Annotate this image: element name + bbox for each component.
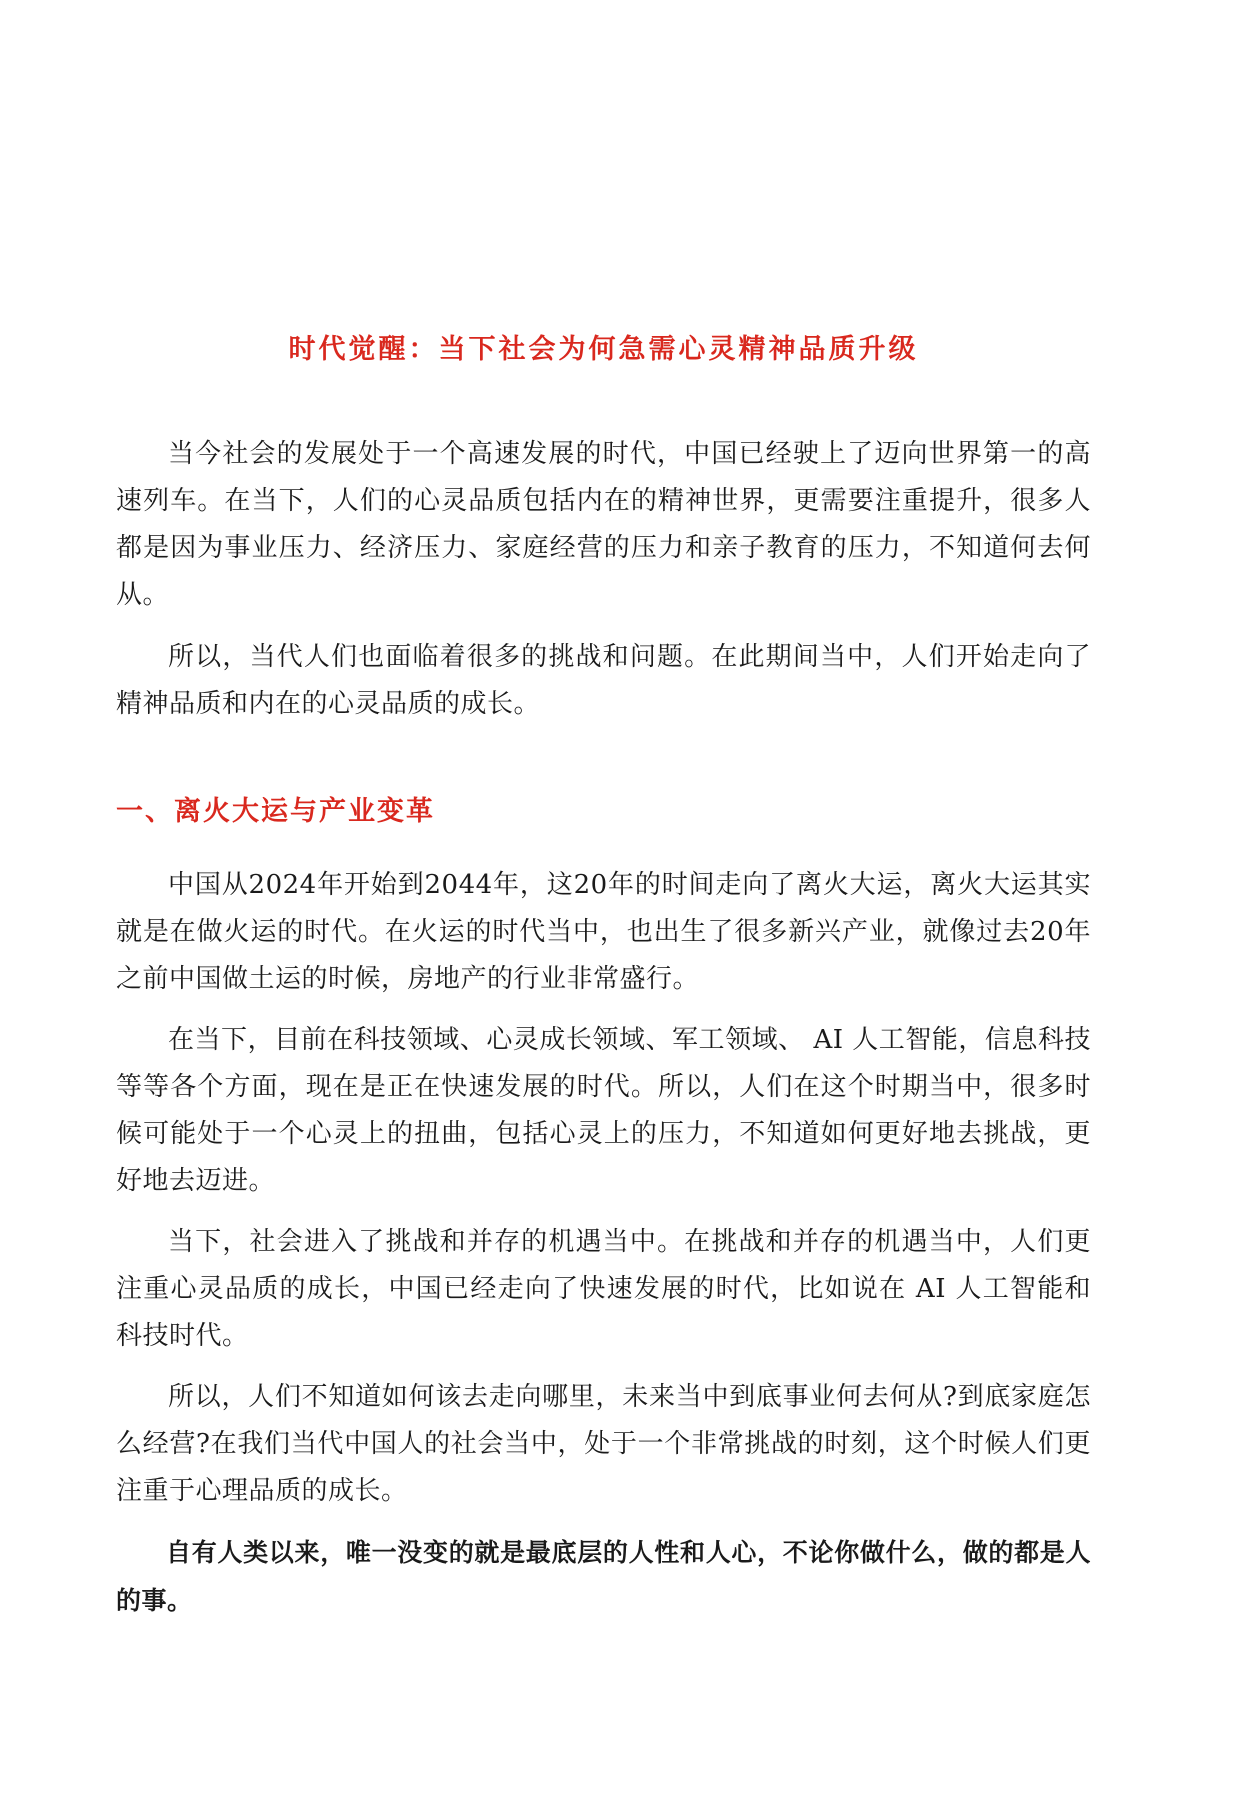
section-1-paragraph-4: 所以，人们不知道如何该去走向哪里，未来当中到底事业何去何从?到底家庭怎么经营?在我们当代中国人的社会当中，处于一个非常挑战的时刻，这个时候人们更注重于心理品质的成长。	[116, 1382, 1091, 1506]
section-1-paragraph-1: 中国从2024年开始到2044年，这20年的时间走向了离火大运，离火大运其实就是在做火运的时代。在火运的时代当中，也出生了很多新兴产业，就像过去20年之前中国做土运的时候，房地产的行业非常盛行。	[116, 870, 1091, 994]
section-1-bold-paragraph: 自有人类以来，唯一没变的就是最底层的人性和人心，不论你做什么，做的都是人的事。	[116, 1538, 1091, 1615]
intro-paragraph-1: 当今社会的发展处于一个高速发展的时代，中国已经驶上了迈向世界第一的高速列车。在当下，人们的心灵品质包括内在的精神世界，更需要注重提升，很多人都是因为事业压力、经济压力、家庭经营的压力和亲子教育的压力，不知道何去何从。	[116, 439, 1091, 610]
page-title: 时代觉醒：当下社会为何急需心灵精神品质升级	[288, 334, 919, 365]
intro-paragraph-2: 所以，当代人们也面临着很多的挑战和问题。在此期间当中，人们开始走向了精神品质和内在的心灵品质的成长。	[116, 642, 1091, 719]
section-1-paragraph-2: 在当下，目前在科技领域、心灵成长领域、军工领域、 AI 人工智能，信息科技等等各个方面，现在是正在快速发展的时代。所以，人们在这个时期当中，很多时候可能处于一个心灵上的扭曲，包括心灵上的压力，不知道如何更好地去挑战，更好地去迈进。	[116, 1025, 1091, 1196]
section-1-paragraph-3: 当下，社会进入了挑战和并存的机遇当中。在挑战和并存的机遇当中，人们更注重心灵品质的成长，中国已经走向了快速发展的时代，比如说在 AI 人工智能和科技时代。	[116, 1227, 1091, 1351]
section-1-body	[116, 862, 1091, 1625]
intro-section	[116, 431, 1091, 728]
section-heading: 一、离火大运与产业变革	[116, 796, 435, 827]
